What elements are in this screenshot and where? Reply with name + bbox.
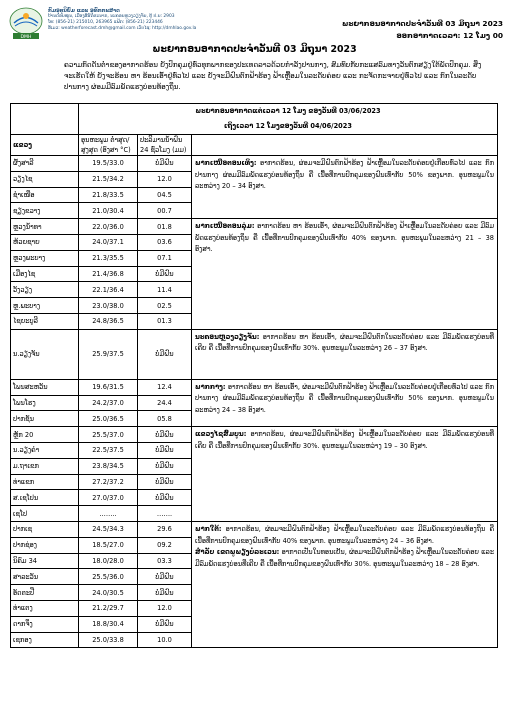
province-name: ຫ້ວຍຊາຍ	[11, 234, 79, 250]
temp-min-max: 21.5/34.2	[79, 171, 138, 187]
rainfall-24h: 12.0	[138, 600, 192, 616]
period-line-2: ເຖິງເວລາ 12 ໂມງຂອງວັນທີ 04/06/2023	[224, 122, 352, 130]
rainfall-24h: 01.8	[138, 219, 192, 235]
rainfall-24h: ບໍ່ມີຝົນ	[138, 490, 192, 506]
province-name: ສາລະວັນ	[11, 569, 79, 585]
province-name: ຫຼັກ 20	[11, 427, 79, 443]
region-text-plateau: ອາກາດເປັນໃນທອນເຢັນ, ຜ່ອມຈະມີຝົນຕົກຟ້າຮ້ອງ ຟ້າເຫຼື້ອມໃນລະດັບຄ່ອຍ ແລະ ມີລົມພັດແຮງບ່ອນທີ່ເຄີຍ ຄື ເນື້ອທີ່ການປົກຄຸມຂອງຝົນເທົ່າກັບ 30%. ອຸນຫະພູມໃນລະຫວ່າງ 18 – 28 ອົງສາ.	[195, 548, 494, 568]
temp-min-max: 19.6/31.5	[79, 379, 138, 395]
province-name: ວຽງໄຊ	[11, 171, 79, 187]
rainfall-24h: …….	[138, 506, 192, 522]
issue-info	[342, 18, 503, 42]
province-name: ນ.ວຽງຄຳ	[11, 442, 79, 458]
temp-min-max: 21.8/33.5	[79, 187, 138, 203]
temp-min-max: 18.5/27.0	[79, 537, 138, 553]
temp-min-max: 22.1/36.4	[79, 282, 138, 298]
province-name: ມ.ຖາເຂກ	[11, 458, 79, 474]
province-name: ຜົ້ງສາລີ	[11, 156, 79, 172]
org-address: ບ້ານດອນໜູນ, ເມືອງສີສັດຕະນາກ, ນະຄອນຫຼວງວຽງຈັນ, ຕູ້ ປ.ນ: 2903	[48, 14, 175, 19]
rainfall-24h: 00.7	[138, 203, 192, 219]
region-title: ພາກກາງ:	[195, 382, 226, 391]
region-text: ອາກາດຮ້ອນ ຫາ ຮ້ອນເອົ້າ, ຜ່ອມຈະມີຝົນຕົກຟ້າຮ້ອງ ຟ້າເຫຼື້ອມໃນລະດັບຄ່ອຍຢູ່ເກືອບທົ່ວໄປ ແລະ ກົກປານກາງ ຜ່ອມມີລົມພັດແຮງບ່ອນທ້ອງຖິ່ນ ຄື ເນື້ອທີ່ການປົກຄຸມຂອງຝົນເທົ່າກັບ 50% ຂອງພາກ. ອຸນຫະພູມໃນລະຫວ່າງ 24 – 38 ອົງສາ.	[195, 382, 494, 414]
period-line-1: ພະຍາກອນອາກາດແຕ່ເວລາ 12 ໂມງ ຂອງວັນທີ 03/06/2023	[195, 107, 381, 115]
temp-min-max: 21.2/29.7	[79, 600, 138, 616]
temp-min-max: 25.0/33.8	[79, 632, 138, 648]
table-row	[11, 219, 498, 235]
rainfall-24h: 01.3	[138, 313, 192, 329]
region-forecast-north-lower	[192, 219, 498, 330]
temp-min-max: 25.0/36.5	[79, 411, 138, 427]
province-name: ເຊກອງ	[11, 632, 79, 648]
region-forecast-central	[192, 379, 498, 426]
temp-min-max: 22.0/36.0	[79, 219, 138, 235]
province-name: ໂພນໂຮງ	[11, 395, 79, 411]
org-email: ອີເມວ: weatherforecast.dmh@gmail.com ເວັບໄຊ: http://dmhlao.gov.la	[48, 26, 197, 31]
province-name: ສ.ເຊໂປນ	[11, 490, 79, 506]
temp-min-max: 21.3/35.5	[79, 250, 138, 266]
province-name: ຫຼວງພະບາງ	[11, 250, 79, 266]
province-name: ຫຼ.ພະບາງ	[11, 298, 79, 314]
temp-min-max: 18.8/30.4	[79, 616, 138, 632]
temp-min-max: ……..	[79, 506, 138, 522]
province-name: ຫຼວງນ້ຳທາ	[11, 219, 79, 235]
table-row	[11, 329, 498, 379]
region-forecast-south	[192, 521, 498, 647]
temp-min-max: 24.0/37.1	[79, 234, 138, 250]
temp-min-max: 25.9/37.5	[79, 329, 138, 379]
issue-time: ອອກອາກາດເວລາ: 12 ໂມງ 00	[396, 31, 503, 40]
region-title: ພາກເໜືອຕອນລຸ່ມ:	[195, 222, 255, 231]
temp-min-max: 18.0/28.0	[79, 553, 138, 569]
rainfall-24h: 03.6	[138, 234, 192, 250]
province-name: ວັງວຽງ	[11, 282, 79, 298]
rainfall-24h: ບໍ່ມີຝົນ	[138, 266, 192, 282]
temp-min-max: 27.0/37.0	[79, 490, 138, 506]
rainfall-24h: 04.5	[138, 187, 192, 203]
rainfall-24h: ບໍ່ມີຝົນ	[138, 156, 192, 172]
region-title-plateau: ສຳລັບ ເຂດພູພຽງບໍລະເວນ:	[195, 548, 280, 557]
table-row	[11, 379, 498, 395]
rainfall-24h: 02.5	[138, 298, 192, 314]
province-name: ອັດຕະປື	[11, 585, 79, 601]
province-name: ປາກເຊ	[11, 521, 79, 537]
col-header-province: ແຂວງ	[11, 135, 79, 156]
region-text: ອາກາດຮ້ອນ, ຜ່ອມຈະມີຝົນຕົກຟ້າຮ້ອງ ຟ້າເຫຼື້ອມໃນລະດັບຄ່ອຍຢູ່ເກືອບທົ່ວໄປ ແລະ ກົກປານກາງ ຜ່ອມມີລົມພັດແຮງບ່ອນທ້ອງຖິ່ນ ຄື ເນື້ອທີ່ການປົກຄຸມຂອງຝົນເທົ່າກັບ 50% ຂອງພາກ. ອຸນຫະພູມໃນລະຫວ່າງ 20 – 34 ອົງສາ.	[195, 159, 494, 191]
org-name: ກົມອຸຕຸນິຍົມ ແລະ ອຸທົກກະສາດ	[48, 8, 120, 14]
rainfall-24h: 05.8	[138, 411, 192, 427]
temp-min-max: 23.0/38.0	[79, 298, 138, 314]
temp-min-max: 25.5/37.0	[79, 427, 138, 443]
rainfall-24h: ບໍ່ມີຝົນ	[138, 329, 192, 379]
region-text: ອາກາດຮ້ອນ, ຜ່ອມຈະມີຝົນຕົກຟ້າຮ້ອງ ຟ້າເຫຼື້ອມໃນລະດັບຄ່ອຍ ແລະ ມີລົມພັດແຮງບ່ອນທ້ອງຖິ່ນ ຄື ເນື້ອທີ່ການປົກຄຸມຂອງຝົນເທົ່າກັບ 40% ຂອງພາກ. ອຸນຫະພູມໃນລະຫວ່າງ 24 – 36 ອົງສາ.	[195, 524, 494, 545]
rainfall-24h: ບໍ່ມີຝົນ	[138, 585, 192, 601]
temp-min-max: 25.5/36.0	[79, 569, 138, 585]
rainfall-24h: ບໍ່ມີຝົນ	[138, 474, 192, 490]
rainfall-24h: 29.6	[138, 521, 192, 537]
rainfall-24h: ບໍ່ມີຝົນ	[138, 616, 192, 632]
province-name: ນ.ວຽງຈັນ	[11, 329, 79, 379]
province-name: ຊຳເໜືອ	[11, 187, 79, 203]
province-name: ຊຽງຂວາງ	[11, 203, 79, 219]
col-header-rain: ປະລິມານນ້ຳຝົນ 24 ຊົ່ວໂມງ (ມມ)	[138, 135, 192, 156]
col-header-desc	[192, 135, 498, 156]
org-info	[48, 8, 196, 32]
region-text: ອາກາດຮ້ອນ ຫາ ຮ້ອນເອົ້າ, ຜ່ອມຈະມີຝົນຕົກໃນລະດັບຄ່ອຍ ແລະ ມີລົມພັດແຮງບ່ອນທີ່ເຄີຍ ຄື ເນື້ອທີ່ການປົກຄຸມຂອງຝົນເທົ່າກັບ 30%. ອຸນຫະພູມໃນລະຫວ່າງ 26 – 37 ອົງສາ.	[195, 332, 494, 353]
region-text: ອາກາດຮ້ອນ ຫາ ຮ້ອນເອົ້າ, ຜ່ອມຈະມີຝົນຕົກຟ້າຮ້ອງ ຟ້າເຫຼື້ອມໃນລະດັບຄ່ອຍ ແລະ ມີລົມພັດແຮງບ່ອນທ້ອງຖິ່ນ ຄື ເນື້ອທີ່ການປົກຄຸມຂອງຝົນເທົ່າກັບ 40% ຂອງພາກ. ອຸນຫະພູມໃນລະຫວ່າງ 21 – 38 ອົງສາ.	[195, 222, 494, 254]
col-header-temp: ອຸນຫະພູມ ຕ່ຳສຸດ/ ສູງສຸດ (ອົງສາ °C)	[79, 135, 138, 156]
table-row	[11, 156, 498, 172]
province-name: ປາກຊັນ	[11, 411, 79, 427]
rainfall-24h: ບໍ່ມີຝົນ	[138, 458, 192, 474]
rainfall-24h: 11.4	[138, 282, 192, 298]
province-name: ທ່າແຕງ	[11, 600, 79, 616]
rainfall-24h: 10.0	[138, 632, 192, 648]
synopsis-paragraph: ຄວາມກົດດັນຕ່ຳຂອງອາກາດຮ້ອນ ຍັງປົກຄຸມຢູ່ທົ່ວທຸກພາກຂອງປະເທດລາວດ້ວຍກຳລັງປານກາງ, ສົມທົບກັບກະແສລົມທາງວັນຕົກສຽງໃຕ້ພັດປົກຄຸມ. ສິ່ງຈະເຮັດໃຫ້ ຍັງຈະຮ້ອນ ຫາ ຮ້ອນເອົ້າຢູ່ທົ່ວໄປ ແລະ ຍັງຈະມີຝົນຕົກຟ້າຮ້ອງ ຟ້າເຫຼື້ອມໃນລະດັບຄ່ອຍ ແລະ ກະຈັດກະຈາຍຢູ່ທົ່ວໄປ ແລະ ກົກໃນລະດັບປານກາງ ຜ່ອມມີລົມພັດແຮງບ່ອນທ້ອງຖິ່ນ.	[64, 60, 482, 92]
region-forecast-north-upper	[192, 156, 498, 219]
province-name: ເຊໂປ	[11, 506, 79, 522]
province-name: ທ່າແຂກ	[11, 474, 79, 490]
temp-min-max: 21.4/36.8	[79, 266, 138, 282]
dmh-logo	[8, 6, 44, 40]
region-text: ອາກາດຮ້ອນ, ຜ່ອມຈະມີຝົນຕົກຟ້າຮ້ອງ ຟ້າເຫຼື້ອມໃນລະດັບຄ່ອຍ ແລະ ມີລົມພັດແຮງບ່ອນທີ່ເຄີຍ ຄື ເນື້ອທີ່ການປົກຄຸມຂອງຝົນເທົ່າກັບ 30%. ອຸນຫະພູມໃນລະຫວ່າງ 19 – 30 ອົງສາ.	[195, 430, 494, 450]
temp-min-max: 24.2/37.0	[79, 395, 138, 411]
region-title: ນະຄອນຫຼວງວຽງຈັນ:	[195, 332, 260, 341]
region-title: ພາກໃຕ້:	[195, 524, 222, 533]
region-title: ແຂວງໄຊສົມບູນ:	[195, 430, 247, 439]
rainfall-24h: ບໍ່ມີຝົນ	[138, 569, 192, 585]
temp-min-max: 24.0/30.5	[79, 585, 138, 601]
org-phone: ໂທ: (856-21) 215010, 263965 ແຟັກ: (856-21) 223446	[48, 20, 163, 25]
page-title: ພະຍາກອນອາກາດປະຈຳວັນທີ 03 ມິຖຸນາ 2023	[152, 44, 357, 55]
rainfall-24h: ບໍ່ມີຝົນ	[138, 427, 192, 443]
table-row	[11, 427, 498, 443]
rainfall-24h: ບໍ່ມີຝົນ	[138, 442, 192, 458]
table-row	[11, 521, 498, 537]
region-forecast-xiengkhouang	[192, 427, 498, 522]
province-name: ເມືອງໄຊ	[11, 266, 79, 282]
rainfall-24h: 24.4	[138, 395, 192, 411]
province-name: ນິຄົມ 34	[11, 553, 79, 569]
province-name: ໄຊຍະບູລີ	[11, 313, 79, 329]
rainfall-24h: 09.2	[138, 537, 192, 553]
temp-min-max: 19.5/33.0	[79, 156, 138, 172]
logo-text: DMH	[20, 35, 32, 40]
region-forecast-vientiane	[192, 329, 498, 379]
temp-min-max: 21.0/30.4	[79, 203, 138, 219]
rainfall-24h: 07.1	[138, 250, 192, 266]
forecast-period	[79, 104, 498, 135]
temp-min-max: 22.5/37.5	[79, 442, 138, 458]
temp-min-max: 24.5/34.3	[79, 521, 138, 537]
region-title: ພາກເໜືອຕອນເທິງ:	[195, 159, 257, 167]
province-name: ດາກຈຶງ	[11, 616, 79, 632]
province-name: ປາກຊ່ອງ	[11, 537, 79, 553]
province-name: ໂພນສະຫວັນ	[11, 379, 79, 395]
temp-min-max: 27.2/37.2	[79, 474, 138, 490]
rainfall-24h: 12.4	[138, 379, 192, 395]
rainfall-24h: 03.3	[138, 553, 192, 569]
temp-min-max: 24.8/36.5	[79, 313, 138, 329]
rainfall-24h: 12.0	[138, 171, 192, 187]
forecast-date: ພະຍາກອນອາກາດປະຈໍາວັນທີ 03 ມິຖຸນາ 2023	[342, 19, 503, 28]
temp-min-max: 23.8/34.5	[79, 458, 138, 474]
forecast-table	[10, 103, 498, 648]
